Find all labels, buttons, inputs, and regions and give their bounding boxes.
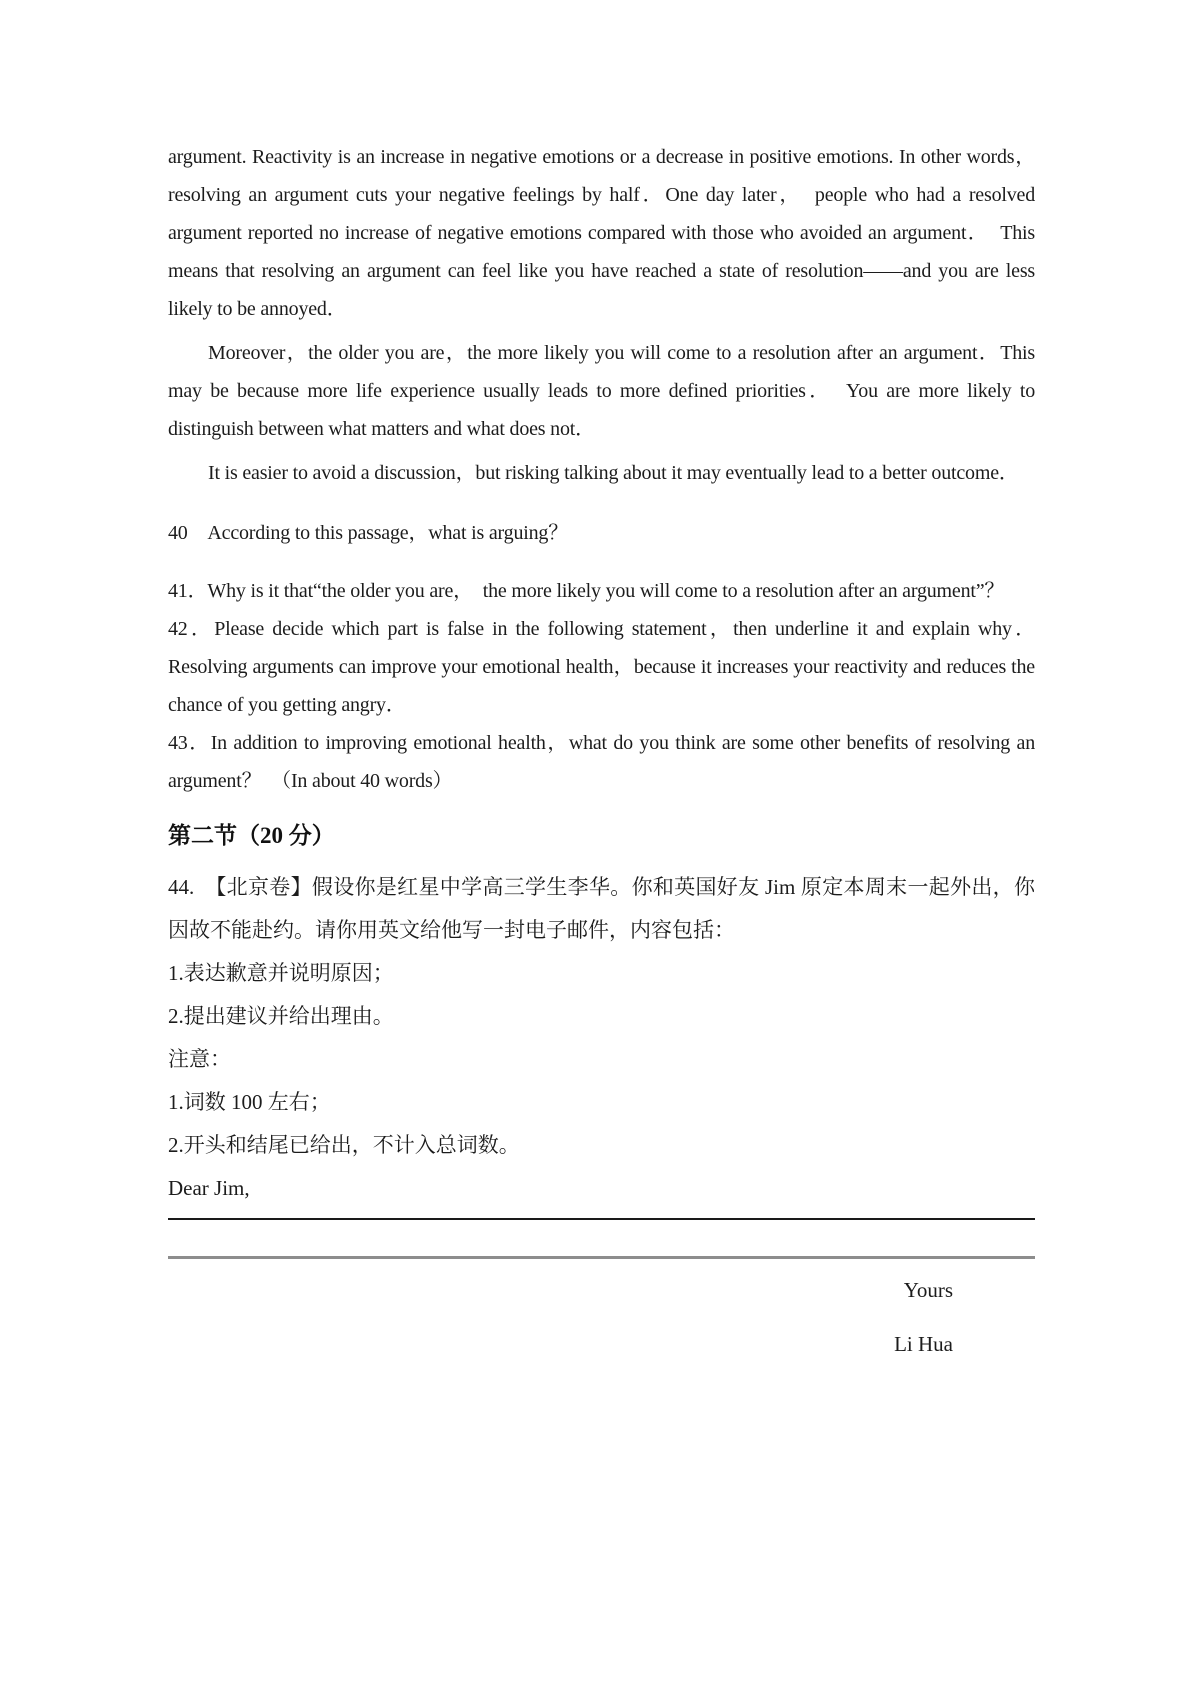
letter-signature: Li Hua	[894, 1332, 953, 1356]
section-2-heading: 第二节（20 分）	[168, 823, 335, 848]
answer-blank-line-2	[168, 1256, 1035, 1259]
question-41: 41．Why is it that“the older you are， the more likely you will come to a resolution after an argument”？	[168, 580, 1005, 602]
writing-task-44: 44. 【北京卷】假设你是红星中学高三学生李华。你和英国好友 Jim 原定本周末一起外出，你因故不能赴约。请你用英文给他写一封电子邮件，内容包括：	[168, 875, 1035, 942]
question-43: 43．In addition to improving emotional health，what do you think are some other benefits of resolving an argument？ （In about 40 words）	[168, 732, 1035, 792]
question-42: 42．Please decide which part is false in the following statement，then underline it and explain why．Resolving arguments can improve your emotional health，because it increases your reactivity and reduces the chance of you getting angry．	[168, 618, 1035, 716]
passage-paragraph-3: It is easier to avoid a discussion，but risking talking about it may eventually lead to a better outcome．	[208, 462, 1019, 484]
notes-label: 注意：	[168, 1047, 231, 1071]
question-40: 40 According to this passage，what is arguing？	[168, 522, 569, 544]
answer-blank-line-1	[168, 1218, 1035, 1220]
note-1: 1.词数 100 左右；	[168, 1090, 331, 1114]
note-2: 2.开头和结尾已给出，不计入总词数。	[168, 1133, 520, 1157]
letter-salutation: Dear Jim,	[168, 1176, 250, 1200]
passage-paragraph-2: Moreover，the older you are，the more likely you will come to a resolution after an argument．This may be because more life experience usually leads to more defined priorities． You are more likely to distinguish between what matters and what does not．	[168, 342, 1035, 440]
task-point-1: 1.表达歉意并说明原因；	[168, 961, 394, 985]
task-point-2: 2.提出建议并给出理由。	[168, 1004, 394, 1028]
passage-paragraph-1: argument. Reactivity is an increase in negative emotions or a decrease in positive emotions. In other words，resolving an argument cuts your negative feelings by half．One day later， people who had a resolved argument reported no increase of negative emotions compared with those who avoided an argument． This means that resolving an argument can feel like you have reached a state of resolution——and you are less likely to be annoyed．	[168, 146, 1035, 320]
letter-closing: Yours	[903, 1278, 953, 1302]
